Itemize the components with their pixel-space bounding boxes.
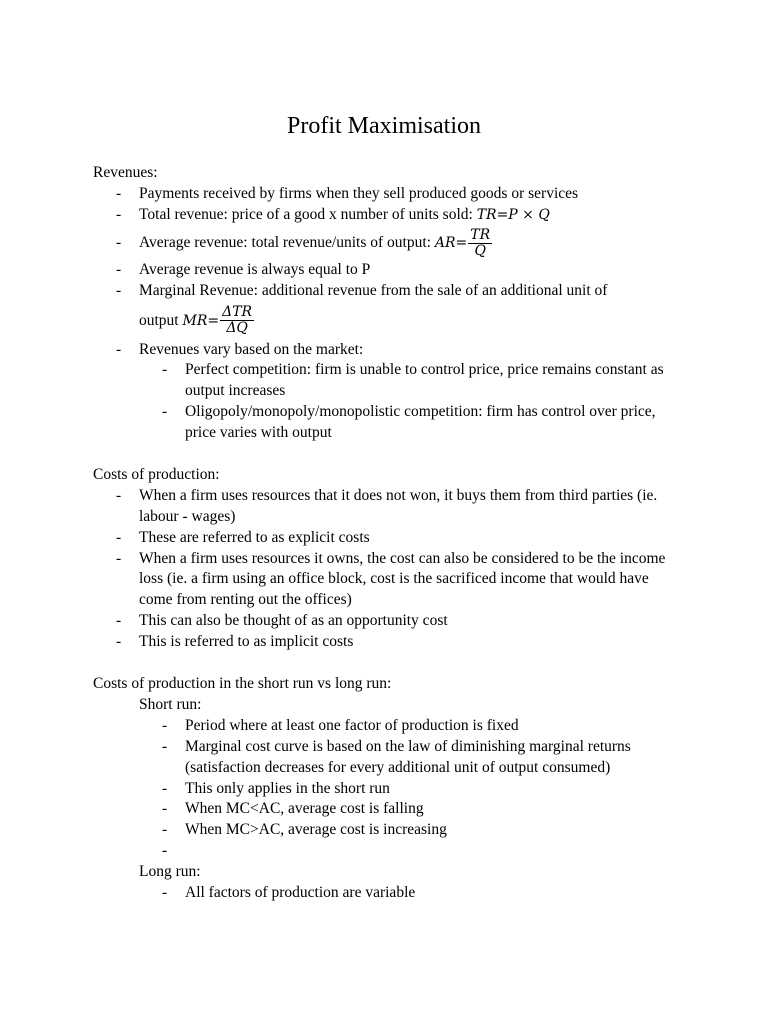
page-title: Profit Maximisation [287, 113, 481, 139]
list-item: - Average revenue: total revenue/units of output: AR= $\frac{TR}{Q}$ [139, 226, 683, 260]
short-run-heading: Short run: [139, 695, 202, 713]
empty-list-item [185, 841, 683, 862]
list-item: - This is referred to as implicit costs [139, 632, 683, 653]
list-item: - This can also be thought of as an opportunity cost [139, 611, 683, 632]
list-item: - This only applies in the short run [185, 779, 683, 800]
list-item: - Average revenue is always equal to P [139, 260, 683, 281]
average-revenue-formula-lhs: AR= [434, 234, 468, 251]
document-body [93, 163, 683, 904]
average-revenue-fraction: $\frac{TR}{Q}$ [470, 226, 491, 259]
list-item: - Marginal Revenue: additional revenue from the sale of an additional unit of output MR= $\frac{\text{ΔTR}}{\Delta Q}$ [139, 281, 683, 340]
list-item: - All factors of production are variable [185, 883, 683, 904]
list-item: - Total revenue: price of a good x number of units sold: TR=P × Q [139, 205, 683, 226]
marginal-revenue-formula-lhs: MR= [182, 312, 220, 329]
long-run-list [139, 883, 683, 904]
list-item: - Oligopoly/monopoly/monopolistic competition: firm has control over price, price varies with output [185, 402, 683, 444]
short-run-list [139, 716, 683, 862]
list-item: - When a firm uses resources it owns, the cost can also be considered to be the income loss (ie. a firm using an office block, cost is the sacrificed income that would have come from renting out the offices) [139, 549, 683, 612]
short-long-heading: Costs of production in the short run vs long run: [93, 675, 392, 692]
costs-list [93, 486, 683, 653]
list-item: - These are referred to as explicit costs [139, 528, 683, 549]
list-item: - When a firm uses resources that it does not won, it buys them from third parties (ie. labour - wages) [139, 486, 683, 528]
list-item: - When MC>AC, average cost is increasing [185, 820, 683, 841]
list-item: - Payments received by firms when they sell produced goods or services [139, 184, 683, 205]
list-item: - Period where at least one factor of production is fixed [185, 716, 683, 737]
costs-heading: Costs of production: [93, 465, 220, 483]
revenues-heading: Revenues: [93, 164, 158, 181]
list-item: - Marginal cost curve is based on the law of diminishing marginal returns (satisfaction decreases for every additional unit of output consumed) [185, 737, 683, 779]
market-types-list [139, 360, 683, 444]
revenues-list [93, 184, 683, 444]
total-revenue-formula: TR=P × Q [476, 206, 550, 223]
list-item: - Perfect competition: firm is unable to control price, price remains constant as output increases [185, 360, 683, 402]
marginal-revenue-fraction: $\frac{\text{ΔTR}}{\Delta Q}$ [222, 304, 253, 337]
list-item: - Revenues vary based on the market: - Perfect competition: firm is unable to control price, price remains constant as output increases - Oligopoly/monopoly/monopolistic competition: firm has control over price, price varies with output [139, 340, 683, 445]
long-run-heading: Long run: [139, 863, 201, 881]
list-item: - When MC<AC, average cost is falling [185, 799, 683, 820]
